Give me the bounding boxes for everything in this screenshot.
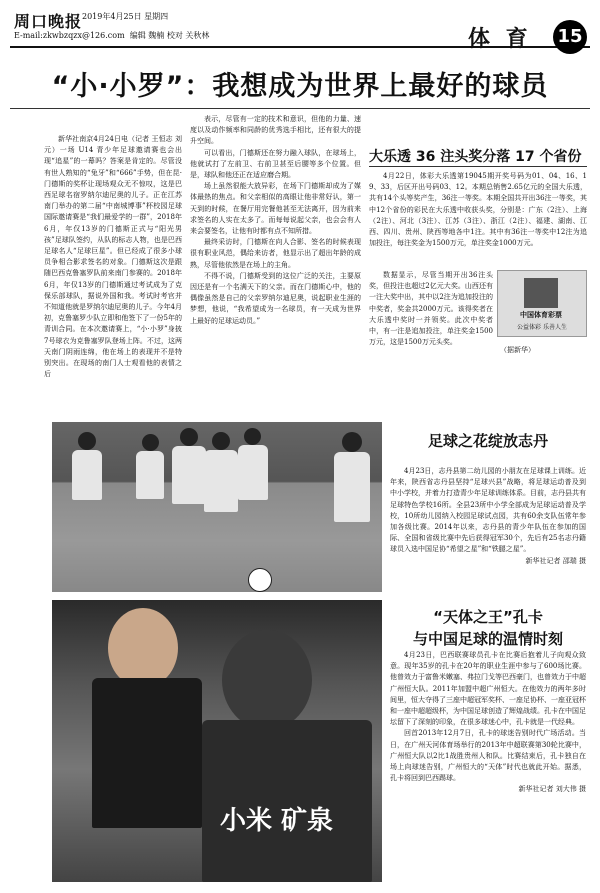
email-text: E-mail:zkwbzqzx@126.com: [14, 31, 125, 40]
main-headline: “小·小罗”：我想成为世界上最好的球员: [51, 71, 549, 102]
lottery-source: （据新华）: [500, 346, 535, 354]
article-col1-text: 新华社南京4月24日电（记者 王恒志 刘元）一场 U14 青少年足球邀请赛也会出现“追星”的一幕吗？答案是肯定的。尽管没有世人熟知的“兔牙”和“666”手势，但在昆·门德斯的奖杯让现场观众无不惊叹，这是巴西足球名宿罗纳尔迪尼奥的儿子。正在江苏南门举办的第二届“中南城博事”杯校园足球国际邀请赛是“我们最爱学的一群”，2018年6月，年仅13岁的门德斯正式与“阳光男孩”足球队签约，从队的标志人物，也是巴西足球名人“足球巨星”。但已经成了很多小球员争相合影求签名的对象。门德斯这次是跟随巴西克鲁塞罗队前来南门参赛的。2018年6月，年仅13岁的门德斯通过考试成为了克保乐部球队，据说外国和我。考试时考官并不知道他就是罗纳尔迪尼奥的儿子。今年4月初，克鲁塞罗少队立即和他签下了一份5年的青训合同。在本次邀请赛上，“小·小罗”身披7号球衣为克鲁塞罗队登场上阵。不过，这两天南门阴雨连绵，他在场上的表现并不是特别突出。在现场的南门人士观看他的表情之后: [44, 135, 182, 379]
article-col2-paragraph: 不得不说，门德斯受到的这位广泛的关注，主要原因还是有一个名满天下的父亲。而在门德斯心中，他的偶像虽然是自己的父亲罗纳尔迪尼奥，说起职业生涯的梦想，他说，“我希望成为一名球员，有一天成为世界上最好的足球运动员。”: [190, 271, 361, 325]
story3-body: [390, 650, 586, 796]
story3-text-2: 回首2013年12月7日，孔卡的球迷告别时代广场活动。当日，在广州天河体育场举行的2013年中超联赛第30轮比赛中，广州恒大队以2比1战胜贵州人和队。比赛结束后，孔卡独自在场上向球迷告别，广州恒大的“天体”时代也就此开始。据悉，孔卡将回到巴西踢球。: [390, 729, 586, 783]
kids-football-photo: [52, 422, 382, 592]
masthead-email: [14, 30, 209, 41]
lottery-headline: 大乐透 36 注头奖分落 17 个省份: [369, 149, 582, 165]
story2-credit: 新华社记者 邵瑞 摄: [525, 556, 586, 565]
section-title: 体 育: [468, 27, 532, 52]
story3-headline-line2: 与中国足球的温情时刻: [412, 630, 563, 648]
story2-body: [390, 466, 586, 567]
lottery-text-lower: 数据显示，尽管当期开出36注头奖，但投注也超过2亿元大奖。山西还有一注大奖中出，其中以2注为追加投注的中奖者，奖金共2000万元。该得奖者在大乐透中奖时一并领奖。此次中奖者中，有一注是追加投注，单注奖金1500万元，这是1500万元头奖。: [369, 271, 493, 347]
lottery-logo-slogan: 公益体彩 乐善人生: [517, 324, 567, 331]
article-col2-paragraph: 可以看出，门德斯还在努力融入球队，在球场上，他就试打了左前卫、右前卫甚至后腰等多个位置。但是，球队和他还正在适应磨合期。: [190, 148, 361, 180]
article-col2-paragraph: 场上虽然很能大放异彩，在场下门德斯却成为了媒体最热的焦点。和父亲相似的高眼让他非常好认，第一天到的时候，在餐厅用完餐他甚至无法离开，因为前来求签名的人实在太多了。而每每说起父亲，也会会有人来会要签名，让他有时都有点不知所措。: [190, 182, 361, 236]
paper-name: 周口晚报: [14, 12, 83, 31]
story3-headline-line1: “天体之王”孔卡: [433, 608, 543, 626]
story2-text: 4月23日，志丹县第二幼儿园的小朋友在足球课上训练。近年来，陕西省志丹县坚持“足球兴县”战略，将足球运动普及到中小学校，并着力打造青少年足球训练体系。目前，志丹县共有足球特色学校16所。全县23所中小学全部成为足球运动普及学校，10所幼儿园纳入校园足球试点园，共有60余支队伍常年参加各级比赛。2014年以来，志丹县的青少年队伍在参加的国际、全国和省级比赛中先后获得冠军30个，先后有25名志丹籍球员入选中国足协“希望之星”和“铁腿之星”。: [390, 467, 586, 554]
issue-date: 2019年4月25日 星期四: [82, 12, 169, 21]
story3-text: 4月23日，巴西联赛球员孔卡在比赛后抱着儿子向观众致意。现年35岁的孔卡在20年的职业生涯中参与了600场比赛。他曾效力于富鲁米嫩塞、弗拉门戈等巴西豪门，也曾效力于中超广州恒大队。2011年加盟中超广州恒大。在他效力的两年多时间里，恒大夺得了三座中超冠军奖杯、一座足协杯、一座亚冠杯和一座中超超级杯，为中国足球创造了辉煌战绩。孔卡在中国足坛留下了深刻的印象，在很多球迷心中，孔卡就是一代经典。: [390, 651, 586, 727]
page-number-badge: 15: [553, 20, 587, 54]
story3-credit: 新华社记者 刘大伟 摄: [518, 785, 586, 794]
story2-headline: 足球之花绽放志丹: [427, 432, 548, 450]
article-col2-paragraph: 表示，尽管有一定的技术和意识，但他的力量、速度以及动作频率和同龄的优秀选手相比，还有很大的提升空间。: [190, 115, 361, 146]
lottery-logo-caption: 中国体育彩票: [520, 310, 562, 319]
headline-rule: [10, 108, 590, 109]
article-column-2: [190, 114, 361, 327]
lottery-text: 4月22日，体彩大乐透第19045期开奖号码为01、04、16、19、33，后区开出号码03、12。本期总销售2.65亿元的全国大乐透，共有14个头等奖产生，36注一等奖。本期全国共开出36注一等奖，其中12个省份的彩民在大乐透中收获头奖，分别是：广东（2注）、上海（2注）、河北（3注）、江苏（3注）、浙江（2注）、福建、湖南、江西、四川、贵州、陕西等地各中1注。其中有36注一等奖中12注为追加投注，每注奖金为1500万元，单注奖金1000万元。: [369, 172, 587, 248]
jersey-sponsor-text: 小米 矿泉: [220, 806, 334, 836]
lottery-emblem-icon: [524, 278, 558, 308]
article-col2-paragraph: 最终采访时，门德斯在向人合影、签名的时候表现很有职业风范，偶给来访者，他显示出了超出年龄的成熟，尽管他依然是在场上的主角。: [190, 238, 361, 269]
conca-photo: [52, 600, 382, 882]
editor-text: 编辑 魏楠 校对 关秋林: [129, 31, 210, 40]
lottery-rule: [369, 166, 587, 167]
article-column-1: [44, 134, 182, 380]
